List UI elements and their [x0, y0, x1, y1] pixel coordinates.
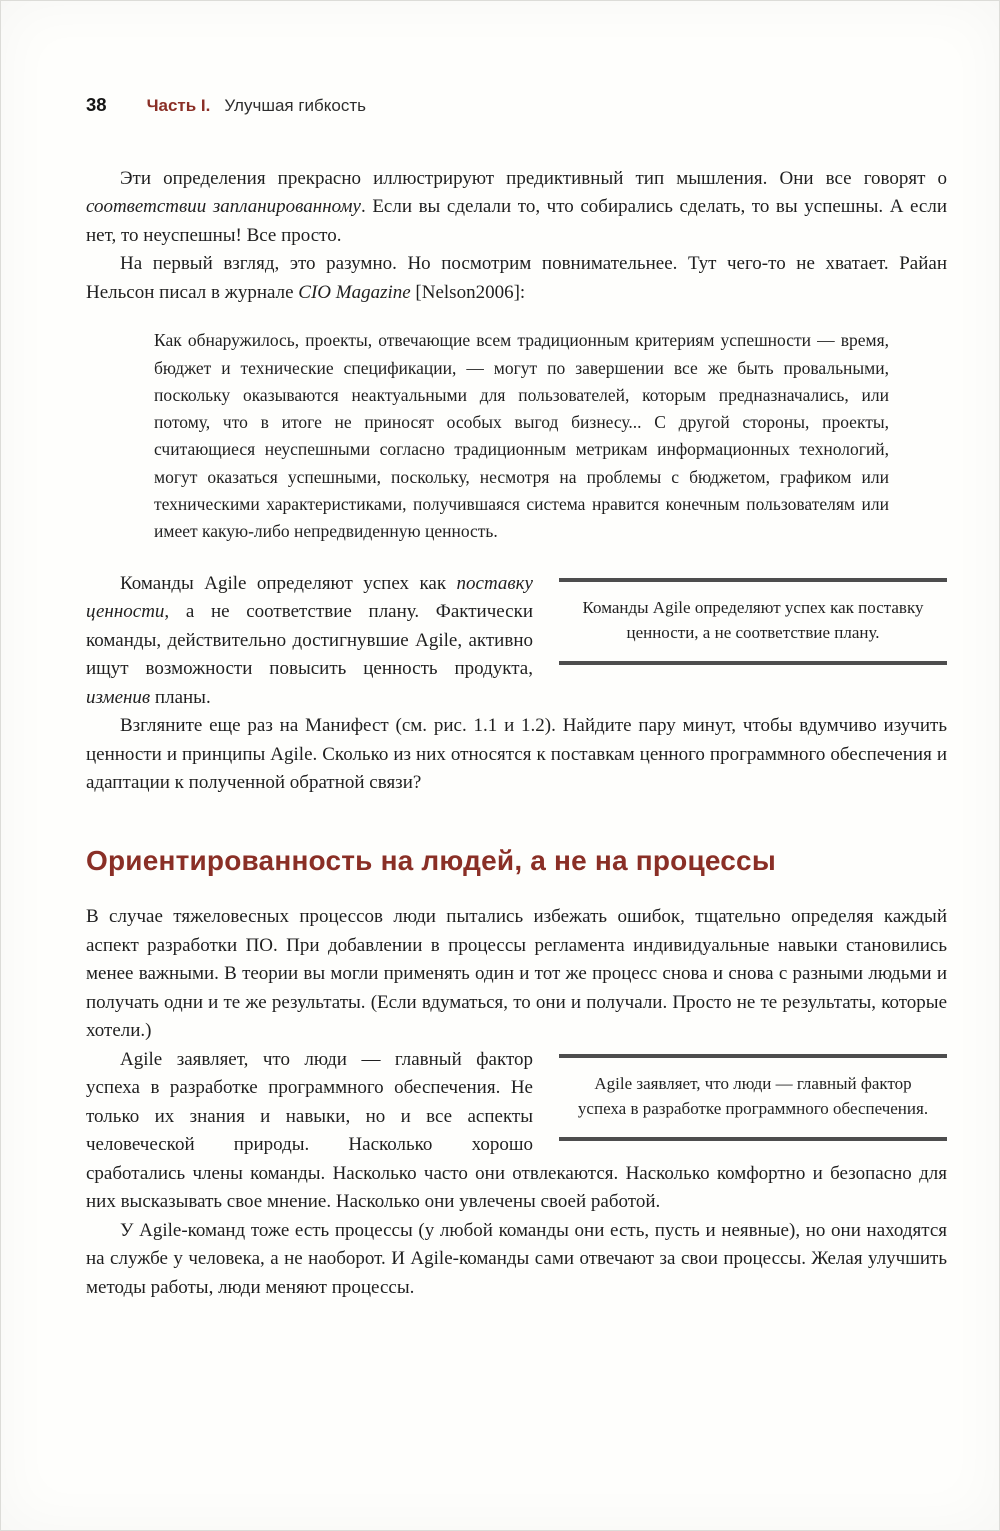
part-label: Часть I. — [146, 96, 211, 115]
paragraph-people-factor: Agile заявляет, что люди — главный фактор успеха в разработке программного обеспечения. Не только их знания и навыки, но и все аспекты человеческой природы. Насколько хорошо сработались члены команды. Насколько часто они отвлекаются. Насколько комфортно и безопасно для них высказывать свое мнение. Насколько они увлечены своей работой. — [86, 1048, 947, 1213]
paragraph-first-glance: На первый взгляд, это разумно. Но посмотрим повнимательнее. Тут чего-то не хватает. Райан Нельсон писал в журнале CIO Magazine [Nelson2006]: — [86, 253, 947, 303]
paragraph-predictive-definitions: Эти определения прекрасно иллюстрируют предиктивный тип мышления. Они все говорят о соответствии запланированному. Если вы сделали то, что собирались сделать, то вы успешны. А если нет, то неуспешны! Все просто. — [86, 167, 947, 246]
paragraph-agile-team-processes: У Agile-команд тоже есть процессы (у любой команды они есть, пусть и неявные), но они находятся на службе у человека, а не наоборот. И Agile-команды сами отвечают за свои процессы. Желая улучшить методы работы, люди меняют процессы. — [86, 1219, 947, 1298]
page-number: 38 — [86, 94, 107, 115]
pullquote-success-as-value: Команды Agile определяют успех как поставку ценности, а не соответствие плану. — [559, 578, 947, 665]
pullquote-people-main-factor: Agile заявляет, что люди — главный фактор успеха в разработке программного обеспечения. — [559, 1054, 947, 1141]
paragraph-agile-success: Команды Agile определяют успех как поставку ценности, а не соответствие плану. Фактически команды, действительно достигнувшие Agile, активно ищут возможности повысить ценность продукта, изменив планы. — [86, 572, 533, 708]
part-title: Улучшая гибкость — [224, 96, 367, 115]
blockquote-cio-magazine: Как обнаружилось, проекты, отвечающие всем традиционным критериям успешности — время, бюджет и технические спецификации, — могут по завершении все же быть провальными, поскольку оказываются неактуальными для пользователей, которым предназначались, или потому, что в итоге не приносят особых выгод бизнесу... С другой стороны, проекты, считающиеся неуспешными согласно традиционным метрикам информационных технологий, могут оказаться успешными, поскольку, несмотря на проблемы с бюджетом, графиком или техническими характеристиками, получившаяся система нравится конечным пользователям или имеет какую-либо непредвиденную ценность. — [154, 330, 889, 542]
paragraph-manifesto-review: Взгляните еще раз на Манифест (см. рис. 1.1 и 1.2). Найдите пару минут, чтобы вдумчиво изучить ценности и принципы Agile. Сколько из них относятся к поставкам ценного программного обеспечения и адаптации к полученной обратной связи? — [86, 715, 947, 794]
paragraph-heavyweight-processes: В случае тяжеловесных процессов люди пытались избежать ошибок, тщательно определяя каждый аспект разработки ПО. При добавлении в процессы регламента индивидуальные навыки становились менее важными. В теории вы могли применять один и тот же процесс снова и снова с разными людьми и получать одни и те же результаты. (Если вдуматься, то они и получали. Просто не те результаты, которые хотели.) — [86, 906, 947, 1042]
section-heading-people-over-processes: Ориентированность на людей, а не на процессы — [86, 844, 776, 876]
page-header — [86, 91, 947, 119]
